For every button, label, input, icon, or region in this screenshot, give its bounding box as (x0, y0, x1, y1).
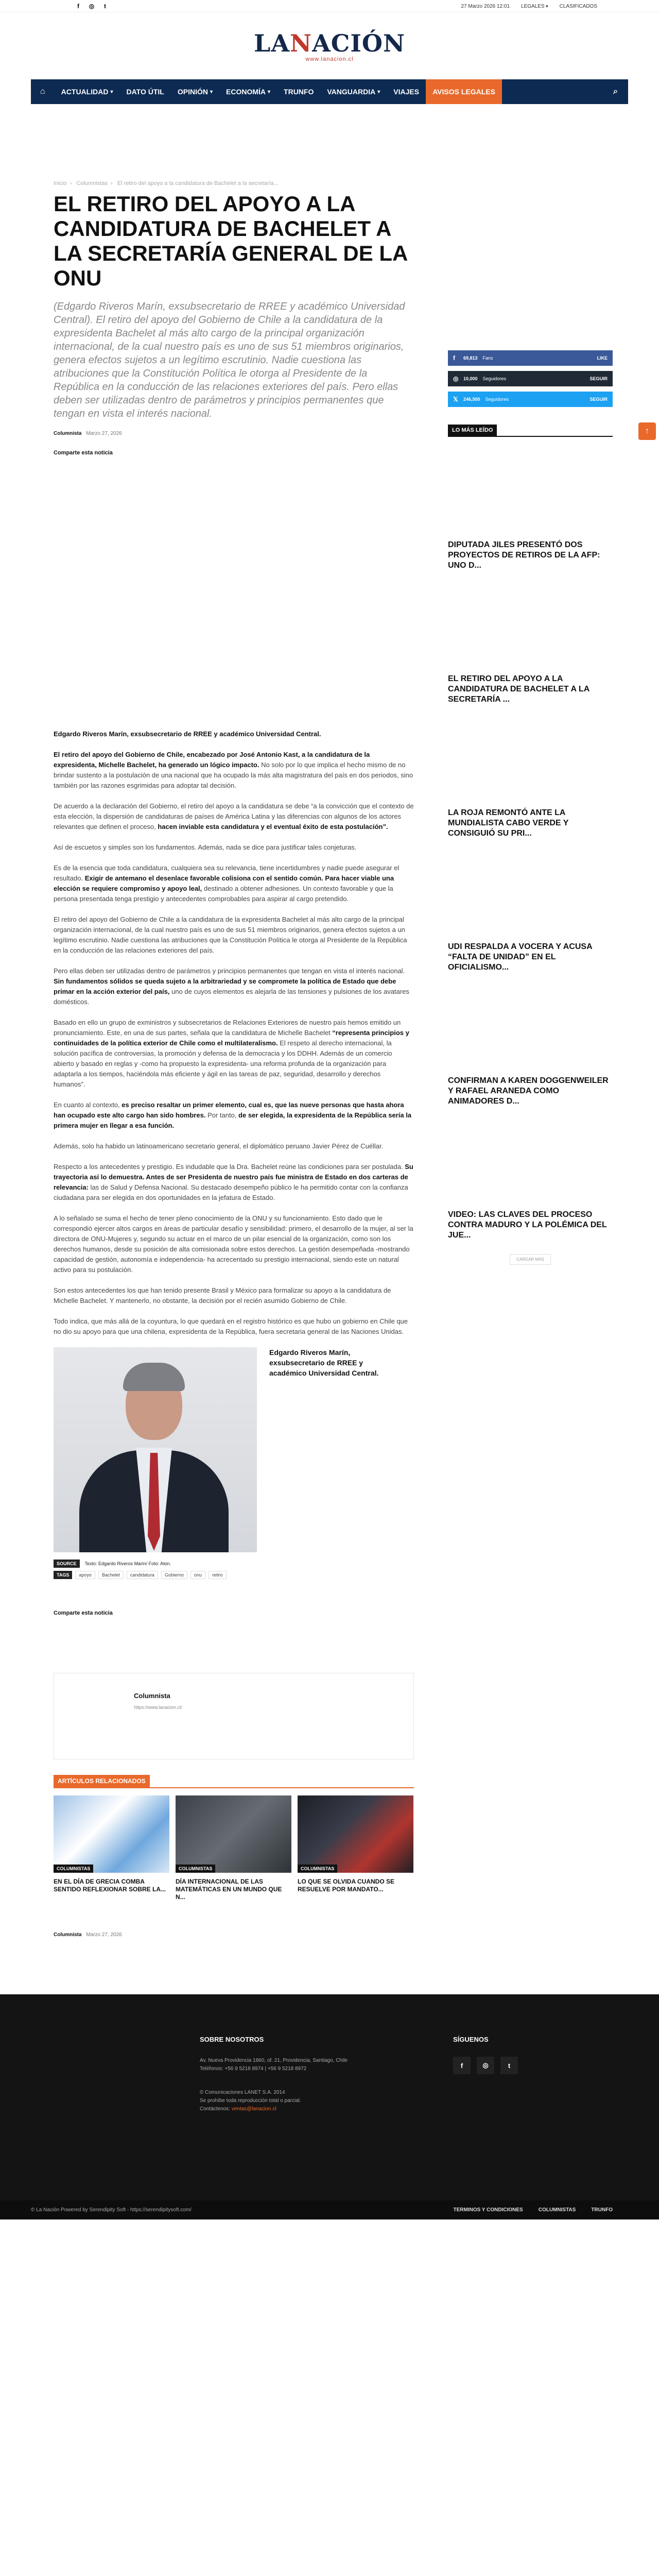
nav-item-economia[interactable]: ECONOMÍA ▾ (219, 79, 277, 104)
author-box-url[interactable]: https://www.lanacion.cl/ (134, 1705, 182, 1710)
nav-item-viajes[interactable]: VIAJES (393, 88, 420, 96)
follow-button[interactable]: SEGUIR (589, 376, 608, 381)
tag-link[interactable]: retiro (209, 1571, 227, 1579)
breadcrumb: Inicio › Columnistas › El retiro del apoyo a la candidatura de Bachelet a la secretaría... (54, 180, 279, 187)
home-icon[interactable]: ⌂ (40, 87, 45, 96)
most-read-item[interactable]: VIDEO: LAS CLAVES DEL PROCESO CONTRA MADURO Y LA POLÉMICA DEL JUE... (448, 1210, 607, 1240)
paragraph: Pero ellas deben ser utilizadas dentro de parámetros y principios permanentes que tengan en vista el interés nacional. Sin fundamentos sólidos se queda sujeto a la arbitrariedad y se compromete la política de Estado que debe primar en la acción exterior del país, uno de cuyos elementos es alejarla de las tensiones y pulsiones de los avatares domésticos. (54, 967, 409, 1006)
share-label-bottom: Comparte esta noticia (54, 1610, 113, 1616)
like-button[interactable]: LIKE (597, 355, 608, 361)
related-articles (54, 1795, 414, 1901)
paragraph: Todo indica, que más allá de la coyuntura, lo que quedará en el registro histórico es que hubo un gobierno en Chile que no dio su apoyo para que una chilena, expresidenta de la República, fuera secretaria general de las Naciones Unidas. (54, 1317, 408, 1335)
nav-item-vanguardia[interactable]: VANGUARDIA ▾ (320, 79, 387, 104)
related-title[interactable]: DÍA INTERNACIONAL DE LAS MATEMÁTICAS EN UN MUNDO QUE N... (176, 1878, 282, 1901)
follow-button[interactable]: SEGUIR (589, 397, 608, 402)
article-author[interactable]: Columnista (54, 431, 82, 436)
related-image[interactable] (176, 1795, 291, 1873)
paragraph: Basado en ello un grupo de exministros y subsecretarios de Relaciones Exteriores de nuestro país hemos emitido un pronunciamiento. Este, en una de sus partes, señala que la candidatura de Michelle Bachelet “representa principios y continuidades de la política exterior de Chile como el multilateralismo. El respeto al derecho internacional, la solución pacífica de controversias, la promoción y defensa de la democracia y los DDHH. Además de un comercio abierto y basado en reglas y -como ha propuesto la expresidenta- una reforma profunda de la organización para adaptarla a los tiempos, haciéndola más eficiente y ágil en las tareas de paz, seguridad, desarrollo y derechos humanos”. (54, 1019, 409, 1088)
article-date: Marzo 27, 2026 (86, 431, 122, 436)
category-badge[interactable]: COLUMNISTAS (298, 1865, 337, 1873)
nav-item-avisos-legales[interactable]: AVISOS LEGALES (426, 79, 502, 104)
paragraph: A lo señalado se suma el hecho de tener pleno conocimiento de la ONU y su funcionamiento. Esto dado que le correspondió ejercer altos cargos en áreas de particular desafío y sensibilidad: primero, el desarrollo de la mujer, al ser la directora de ONU-Mujeres y, segundo su actuar en el marco de un pilar esencial de la organización, como son los derechos humanos, desde su posición de alta comisionada sobre estos derechos. La gestión desempeñada -mostrando capacidad de gestión, autonomía e independencia- ha acrecentado su prestigio internacional, siendo este un natural activo para su postulación. (54, 1214, 413, 1274)
twitter-icon[interactable]: t (500, 2057, 518, 2074)
instagram-icon[interactable]: ◎ (89, 3, 95, 10)
article-meta (54, 431, 414, 436)
top-bar (0, 0, 659, 12)
paragraph: Son estos antecedentes los que han tenido presente Brasil y México para formalizar su apoyo a la candidatura de Michelle Bachelet. Y mantenerlo, no obstante, la decisión por el recién asumido Gobierno de Chile. (54, 1286, 391, 1304)
load-more-button[interactable]: CARGAR MÁS (510, 1254, 551, 1265)
paragraph: El retiro del apoyo del Gobierno de Chile a la candidatura de la expresidenta Bachelet al más alto cargo de la principal organización internacional, de la cual nuestro país es uno de sus 51 miembros originarios, genera efectos sujetos a un legítimo escrutinio. Nadie cuestiona las atribuciones que la Constitución Política le otorga al Presidente de la República en la conducción de las relaciones exteriores del país. (54, 916, 407, 954)
twitter-icon[interactable]: t (104, 3, 106, 10)
related-heading: ARTÍCULOS RELACIONADOS (54, 1775, 414, 1788)
article-title: EL RETIRO DEL APOYO A LA CANDIDATURA DE BACHELET A LA SECRETARÍA GENERAL DE LA ONU (54, 192, 407, 290)
bottom-meta (54, 1932, 414, 1938)
sidebar (448, 180, 613, 1994)
footer-contact-email[interactable]: ventas@lanacion.cl (231, 2106, 276, 2112)
article-column (54, 180, 414, 1994)
article-byline: Edgardo Riveros Marín, exsubsecretario de RREE y académico Universidad Central. (54, 730, 321, 738)
related-card[interactable] (298, 1795, 413, 1901)
instagram-icon: ◎ (453, 375, 459, 382)
source-label: SOURCE (54, 1560, 80, 1568)
share-label: Comparte esta noticia (54, 450, 113, 456)
current-date: 27 Marzo 2026 12:01 (461, 3, 510, 9)
tag-link[interactable]: onu (190, 1571, 205, 1579)
legales-menu[interactable]: LEGALES ▾ (521, 4, 548, 9)
search-icon[interactable]: ⌕ (613, 87, 618, 96)
logo-area (0, 12, 659, 79)
footer-rights: Se prohíbe toda reproducción total o parcial. (200, 2098, 301, 2104)
footer-contact-label: Contáctenos: (200, 2106, 230, 2112)
paragraph: Así de escuetos y simples son los fundamentos. Además, nada se dice para justificar tales conjeturas. (54, 843, 357, 851)
paragraph: El retiro del apoyo del Gobierno de Chile, encabezado por José Antonio Kast, a la candidatura de la expresidenta, Michelle Bachelet, ha generado un lógico impacto. No solo por lo que implica el hecho mismo de no brindar sustento a la postulación de una nacional que ha ocupado la más alta magistratura del país en dos periodos, sino también por las razones esgrimidas para adoptar tal decisión. (54, 751, 413, 789)
bottom-copyright[interactable]: © La Nación Powered by Serendipity Soft - https://serendipitysoft.com/ (31, 2207, 192, 2213)
tag-link[interactable]: Gobierno (161, 1571, 187, 1579)
footer-about (200, 2036, 426, 2113)
footer-copyright: © Comunicaciones LANET S.A. 2014 (200, 2090, 285, 2095)
author-box-name[interactable]: Columnista (134, 1692, 170, 1700)
terms-link[interactable]: TERMINOS Y CONDICIONES (453, 2207, 523, 2213)
scroll-top-icon[interactable]: ↑ (638, 422, 656, 440)
most-read-heading: LO MÁS LEÍDO (448, 425, 613, 437)
footer-follow-heading: SÍGUENOS (453, 2036, 489, 2043)
nav-item-trunfo[interactable]: TRUNFO (284, 88, 314, 96)
facebook-icon[interactable]: f (453, 2057, 471, 2074)
nav-item-actualidad[interactable]: ACTUALIDAD ▾ (55, 79, 120, 104)
most-read-item[interactable]: EL RETIRO DEL APOYO A LA CANDIDATURA DE BACHELET A LA SECRETARÍA ... (448, 674, 589, 704)
instagram-icon[interactable]: ◎ (477, 2057, 494, 2074)
article-body (54, 729, 414, 1337)
related-image[interactable] (298, 1795, 413, 1873)
twitter-counter[interactable]: 𝕏 246,500 Seguidores SEGUIR (448, 392, 613, 407)
paragraph: De acuerdo a la declaración del Gobierno, el retiro del apoyo a la candidatura se debe “a la convicción que el contexto de esta elección, la dispersión de candidaturas de países de América Latina y las diferencias con algunos de los actores relevantes que definen el proceso, hacen inviable esta candidatura y el eventual éxito de esta postulación”. (54, 802, 414, 831)
bottom-author[interactable]: Columnista (54, 1932, 82, 1938)
paragraph: Es de la esencia que toda candidatura, cualquiera sea su relevancia, tiene incertidumbres y nadie puede asegurar el resultado. Exigir de antemano el desenlace favorable colisiona con el sentido común. Para hacer viable una elección se requiere compromiso y apoyo leal, destinado a obtener adhesiones. Un contexto favorable y que la persona presentada tenga prestigio y antecedentes comprobables para aspirar al cargo pretendido. (54, 864, 400, 903)
x-icon: 𝕏 (453, 396, 458, 403)
breadcrumb-current: El retiro del apoyo a la candidatura de Bachelet a la secretaría... (117, 180, 279, 187)
paragraph: Además, solo ha habido un latinoamericano secretario general, el diplomático peruano Javier Pérez de Cuéllar. (54, 1142, 384, 1150)
tags-label: TAGS (54, 1571, 72, 1579)
clasificados-link[interactable]: CLASIFICADOS (559, 3, 597, 9)
footer-follow (453, 2036, 518, 2113)
facebook-icon: f (453, 354, 455, 362)
most-read-item[interactable]: CONFIRMAN A KAREN DOGGENWEILER Y RAFAEL ARANEDA COMO ANIMADORES D... (448, 1076, 609, 1106)
facebook-counter[interactable]: f 69,813 Fans LIKE (448, 350, 613, 366)
most-read-item[interactable]: LA ROJA REMONTÓ ANTE LA MUNDIALISTA CABO VERDE Y CONSIGUIÓ SU PRI... (448, 808, 569, 838)
related-title[interactable]: LO QUE SE OLVIDA CUANDO SE RESUELVE POR MANDATO... (298, 1878, 395, 1893)
author-photo (54, 1347, 257, 1552)
facebook-icon[interactable]: f (77, 3, 79, 10)
nav-item-opinion[interactable]: OPINIÓN ▾ (171, 79, 219, 104)
related-card[interactable] (54, 1795, 169, 1901)
columnistas-link[interactable]: COLUMNISTAS (538, 2207, 576, 2213)
bottom-bar (0, 2200, 659, 2219)
most-read-item[interactable]: DIPUTADA JILES PRESENTÓ DOS PROYECTOS DE RETIROS DE LA AFP: UNO D... (448, 540, 600, 570)
footer-phone: Teléfonos: +56 9 5218 8974 | +56 9 5218 8972 (200, 2066, 307, 2072)
article-lead: (Edgardo Riveros Marín, exsubsecretario de RREE y académico Universidad Central). El retiro del apoyo del Gobierno de Chile a la candidatura de la expresidenta Bachelet al más alto cargo de la principal organización internacional, de la cual nuestro país es uno de sus 51 miembros originarios, genera efectos sujetos a un legítimo escrutinio. Nadie cuestiona las atribuciones que la Constitución Política le otorga al Presidente de la República en la conducción de las relaciones exteriores del país. Pero ellas deben ser utilizadas dentro de parámetros y principios permanentes que tengan en vista el interés nacional. (54, 301, 405, 419)
nav-item-dato-util[interactable]: DATO ÚTIL (126, 88, 164, 96)
footer (0, 1994, 659, 2200)
main-nav (31, 79, 628, 104)
footer-address: Av. Nueva Providencia 1860, of. 21, Providencia, Santiago, Chile (200, 2058, 348, 2063)
tag-link[interactable]: apoyo (75, 1571, 95, 1579)
breadcrumb-home[interactable]: Inicio (54, 180, 67, 187)
photo-caption: Edgardo Riveros Marín, exsubsecretario de RREE y académico Universidad Central. (269, 1348, 379, 1377)
footer-about-heading: SOBRE NOSOTROS (200, 2036, 264, 2043)
category-badge[interactable]: COLUMNISTAS (176, 1865, 215, 1873)
main-area (31, 104, 628, 1994)
category-badge[interactable]: COLUMNISTAS (54, 1865, 93, 1873)
paragraph: En cuanto al contexto, es preciso resaltar un primer elemento, cual es, que las nueve personas que hasta ahora han ocupado este alto cargo han sido hombres. Por tanto, de ser elegida, la expresidenta de la República sería la primera mujer en llegar a esa función. (54, 1101, 412, 1129)
bottom-date: Marzo 27, 2026 (86, 1932, 122, 1938)
author-photo-block (54, 1347, 414, 1552)
instagram-counter[interactable]: ◎ 10,000 Seguidores SEGUIR (448, 371, 613, 386)
source-text: Texto: Edgardo Riveros Marín/ Foto: Aton. (84, 1561, 171, 1566)
paragraph: Respecto a los antecedentes y prestigio. Es indudable que la Dra. Bachelet reúne las condiciones para ser postulada. Su trayectoria así lo demuestra. Antes de ser Presidenta de nuestro país fue ministra de Estado en dos carteras de relevancia: las de Salud y Defensa Nacional. Su destacado desempeño público le ha permitido contar con la confianza ciudadana para ser elegida en dos oportunidades en la jefatura de Estado. (54, 1163, 413, 1201)
top-social-links (75, 3, 108, 10)
site-url: www.lanacion.cl (305, 56, 354, 62)
site-logo[interactable]: LANACIÓN (253, 29, 406, 57)
trunfo-link[interactable]: TRUNFO (591, 2207, 613, 2213)
related-title[interactable]: EN EL DÍA DE GRECIA COMBA SENTIDO REFLEXIONAR SOBRE LA... (54, 1878, 166, 1893)
most-read-item[interactable]: UDI RESPALDA A VOCERA Y ACUSA “FALTA DE UNIDAD” EN EL OFICIALISMO... (448, 942, 593, 972)
ad-space (54, 456, 414, 729)
tags-row (54, 1571, 414, 1579)
author-box (54, 1673, 414, 1759)
tag-link[interactable]: candidatura (127, 1571, 158, 1579)
source-row (54, 1560, 414, 1568)
related-card[interactable] (176, 1795, 291, 1901)
breadcrumb-section[interactable]: Columnistas (76, 180, 108, 187)
related-image[interactable] (54, 1795, 169, 1873)
tag-link[interactable]: Bachelet (98, 1571, 124, 1579)
